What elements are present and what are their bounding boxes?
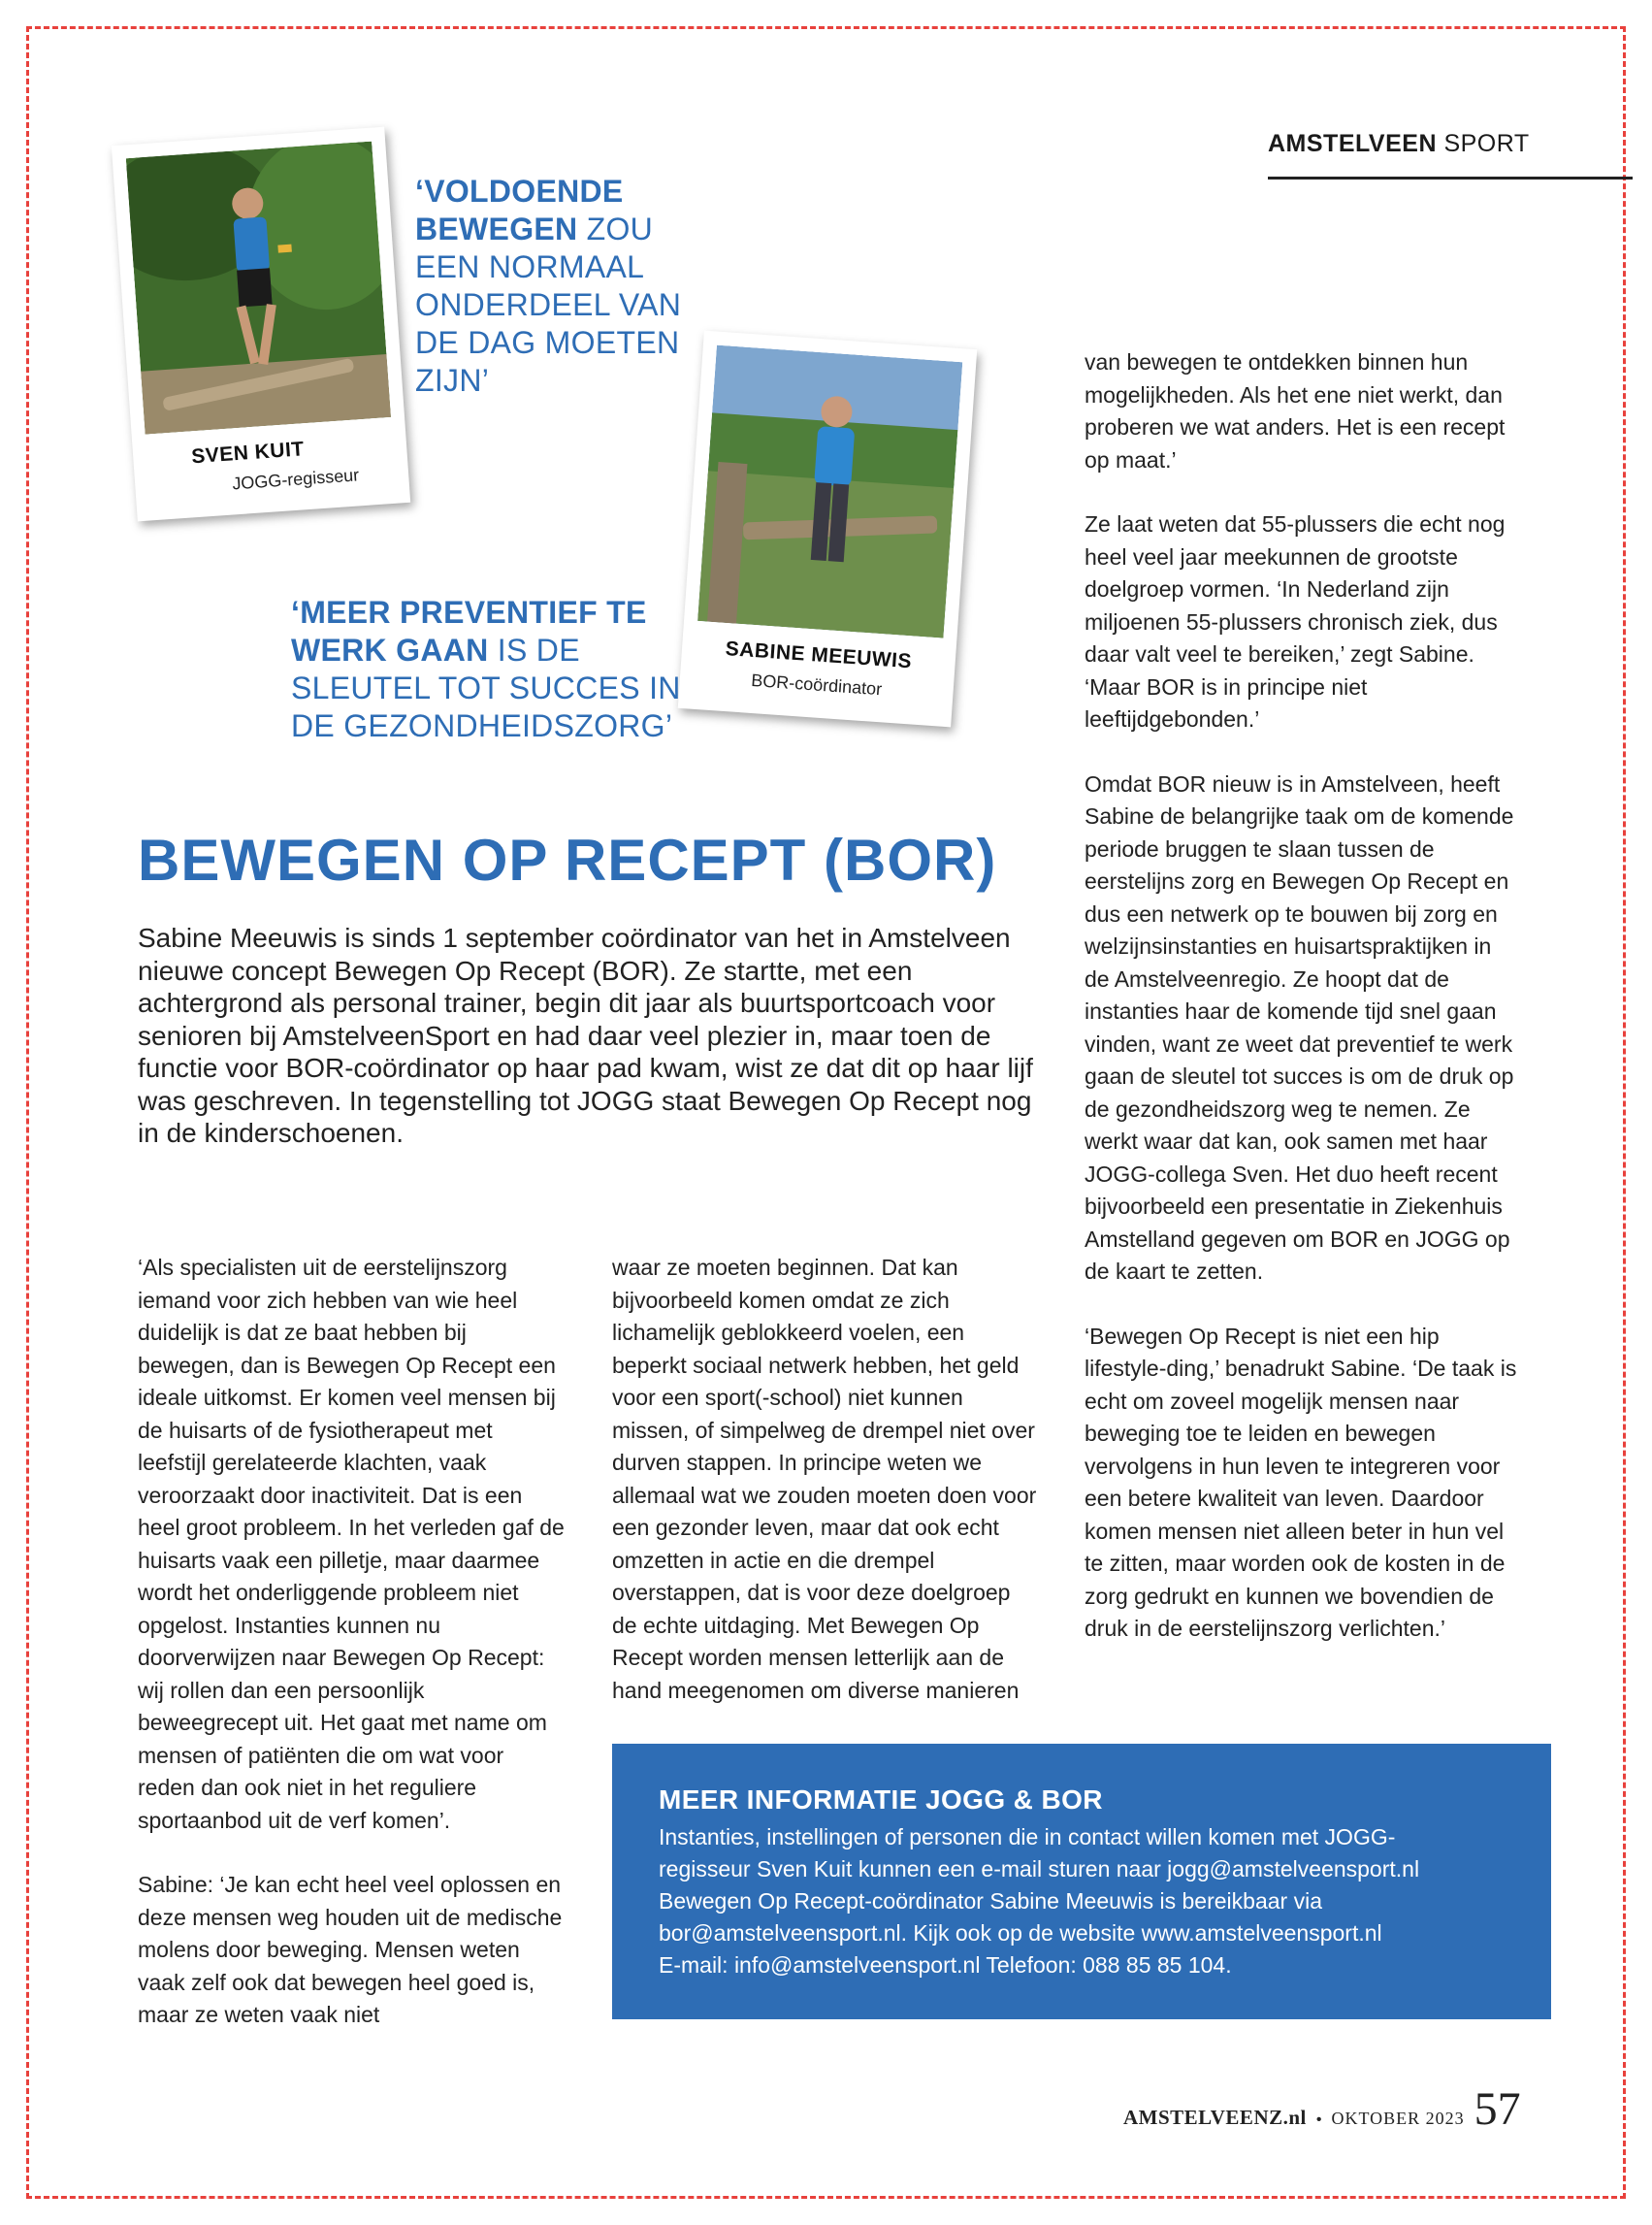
paragraph: Ze laat weten dat 55-plussers die echt nog heel veel jaar meekunnen de grootste doelgroep vormen. ‘In Nederland zijn miljoenen 55-plussers chronisch ziek, dus daar valt veel te bereiken,’ zegt Sabine. ‘Maar BOR is in principe niet leeftijdgebonden.’ xyxy=(1085,511,1506,732)
footer-date: OKTOBER 2023 xyxy=(1331,2109,1465,2128)
photo-caption-name: SVEN KUIT xyxy=(190,438,306,469)
pull-quote-1 xyxy=(415,173,706,400)
info-box-line: Instanties, instellingen of personen die in contact willen komen met JOGG- xyxy=(659,1824,1396,1849)
photo-caption-role: BOR-coördinator xyxy=(750,670,883,700)
paragraph: Sabine: ‘Je kan echt heel veel oplossen en deze mensen weg houden uit de medische molens door beweging. Mensen weten vaak zelf ook dat bewegen heel goed is, maar ze weten vaak niet xyxy=(138,1872,563,2027)
info-box-line: bor@amstelveensport.nl. Kijk ook op de website www.amstelveensport.nl xyxy=(659,1920,1382,1946)
article-lede: Sabine Meeuwis is sinds 1 september coördinator van het in Amstelveen nieuwe concept Bewegen Op Recept (BOR). Ze startte, met een achtergrond als personal trainer, begin dit jaar als buurtsportcoach voor senioren bij AmstelveenSport en had daar veel plezier in, maar toen de functie voor BOR-coördinator op haar pad kwam, wist ze dat dit op haar lijf was geschreven. In tegenstelling tot JOGG staat Bewegen Op Recept nog in de kinderschoenen. xyxy=(138,923,1033,1148)
paragraph: ‘Als specialisten uit de eerstelijnszorg iemand voor zich hebben van wie heel duidelijk is dat ze baat hebben bij bewegen, dan is Bewegen Op Recept een ideale uitkomst. Er komen veel mensen bij de huisarts of de fysiotherapeut met leefstijl gerelateerde klachten, vaak veroorzaakt door inactiviteit. Dat is een heel groot probleem. In het verleden gaf de huisarts vaak een pilletje, maar daarmee wordt het onderliggende probleem niet opgelost. Instanties kunnen nu doorverwijzen naar Bewegen Op Recept: wij rollen dan een persoonlijk beweegrecept uit. Het gaat met name om mensen of patiënten die om wat voor reden dan ook niet in het reguliere sportaanbod uit de verf komen’. xyxy=(138,1255,565,1833)
section-brand: AMSTELVEEN xyxy=(1268,130,1437,157)
paragraph: van bewegen te ontdekken binnen hun mogelijkheden. Als het ene niet werkt, dan proberen we wat anders. Het is een recept op maat.’ xyxy=(1085,349,1506,473)
info-box xyxy=(612,1744,1551,2019)
footer-magazine: AMSTELVEENZ.nl xyxy=(1123,2106,1307,2129)
body-column-1 xyxy=(138,1252,565,2064)
photo-image-sabine xyxy=(697,345,962,638)
page-footer xyxy=(1123,2083,1521,2135)
info-box-line: regisseur Sven Kuit kunnen een e-mail sturen naar jogg@amstelveensport.nl xyxy=(659,1856,1420,1881)
section-tag xyxy=(1268,130,1530,158)
section-label: SPORT xyxy=(1443,130,1530,157)
info-box-line: E-mail: info@amstelveensport.nl Telefoon: 088 85 85 104. xyxy=(659,1952,1232,1978)
photo-sven-kuit xyxy=(112,127,410,522)
pull-quote-2-rest: IS DE SLEUTEL TOT SUCCES IN DE GEZONDHEIDSZORG’ xyxy=(291,633,681,743)
footer-separator: • xyxy=(1315,2111,1322,2128)
photo-caption-role: JOGG-regisseur xyxy=(231,465,360,494)
paragraph: waar ze moeten beginnen. Dat kan bijvoorbeeld komen omdat ze zich lichamelijk geblokkeerd voelen, een beperkt sociaal netwerk hebben, het geld voor een sport(-school) niet kunnen missen, of simpelweg de drempel niet over durven stappen. In principe weten we allemaal wat we zouden moeten doen voor een gezonder leven, maar dat ook echt omzetten in actie en die drempel overstappen, dat is voor deze doelgroep de echte uitdaging. Met Bewegen Op Recept worden mensen letterlijk aan de hand meegenomen om diverse manieren xyxy=(612,1255,1037,1703)
article-headline: BEWEGEN OP RECEPT (BOR) xyxy=(138,828,997,893)
photo-image-sven xyxy=(126,142,391,435)
body-column-2 xyxy=(612,1252,1039,1739)
pull-quote-1-bold: ‘VOLDOENDE BEWEGEN xyxy=(415,174,624,246)
pull-quote-2-bold: ‘MEER PREVENTIEF TE WERK GAAN xyxy=(291,595,647,668)
paragraph: ‘Bewegen Op Recept is niet een hip lifestyle-ding,’ benadrukt Sabine. ‘De taak is echt om zoveel mogelijk mensen naar beweging toe te leiden en bewegen vervolgens in hun leven te integreren voor een betere kwaliteit van leven. Daardoor komen mensen niet alleen beter in hun vel te zitten, maar worden ook de kosten in de zorg gedrukt en kunnen we bovendien de druk in de eerstelijnszorg verlichten.’ xyxy=(1085,1323,1517,1641)
section-rule xyxy=(1268,177,1633,180)
photo-sabine-meeuwis xyxy=(678,331,978,728)
pull-quote-2 xyxy=(291,594,718,745)
info-box-line: Bewegen Op Recept-coördinator Sabine Meeuwis is bereikbaar via xyxy=(659,1888,1322,1914)
paragraph: Omdat BOR nieuw is in Amstelveen, heeft Sabine de belangrijke taak om de komende periode bruggen te slaan tussen de eerstelijns zorg en Bewegen Op Recept en dus een netwerk op te bouwen bij zorg en welzijnsinstanties en huisartspraktijken in de Amstelveenregio. Ze hoopt dat de instanties haar de komende tijd snel gaan vinden, want ze weet dat preventief te werk gaan de sleutel tot succes is om de druk op de gezondheidszorg weg te nemen. Ze werkt waar dat kan, ook samen met haar JOGG-collega Sven. Het duo heeft recent bijvoorbeeld een presentatie in Ziekenhuis Amstelland gegeven om BOR en JOGG op de kaart te zetten. xyxy=(1085,770,1514,1284)
info-box-title: MEER INFORMATIE JOGG & BOR xyxy=(659,1784,1103,1815)
photo-caption-name: SABINE MEEUWIS xyxy=(725,637,913,673)
body-column-3 xyxy=(1085,346,1521,1678)
page-number: 57 xyxy=(1474,2083,1521,2135)
pull-quote-1-rest: ZOU EEN NORMAAL ONDERDEEL VAN DE DAG MOETEN ZIJN’ xyxy=(415,212,682,398)
